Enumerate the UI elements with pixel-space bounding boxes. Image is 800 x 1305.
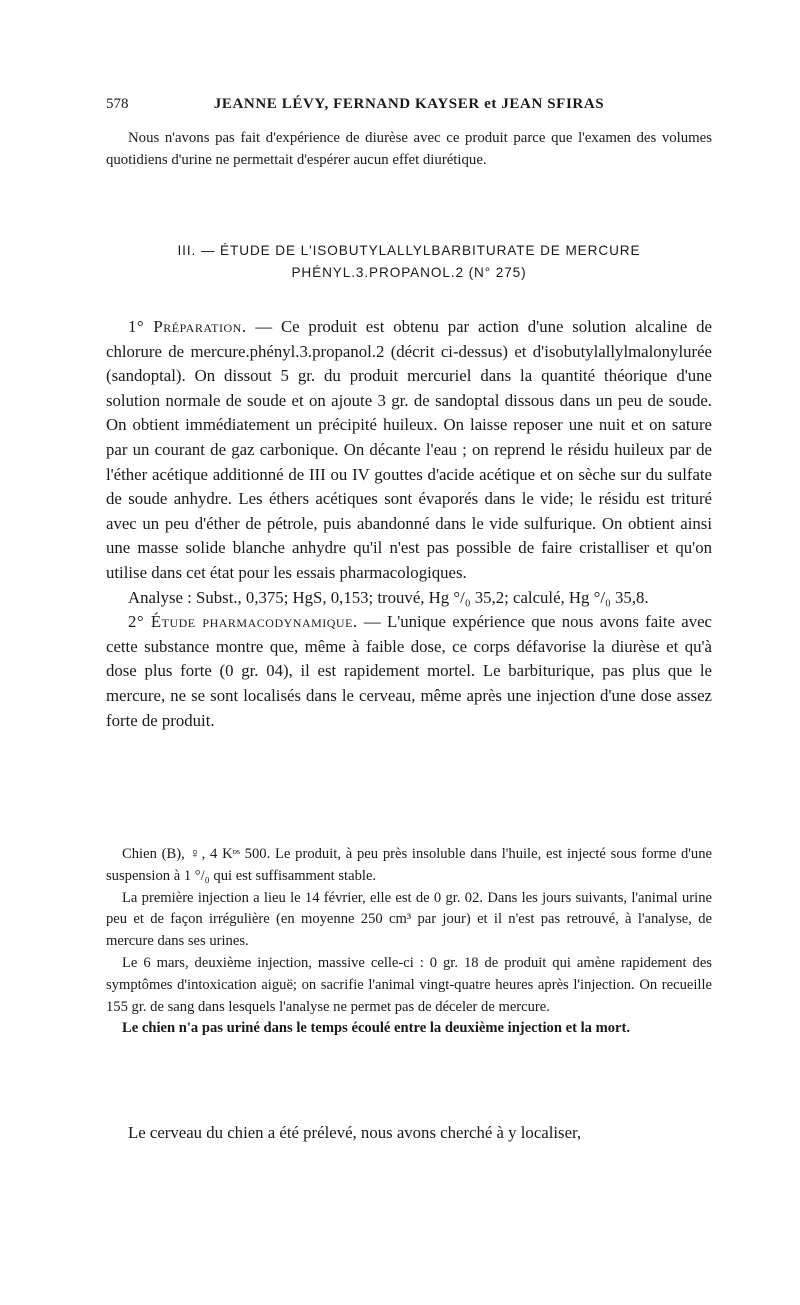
intro-paragraph-block xyxy=(106,127,712,171)
intro-paragraph: Nous n'avons pas fait d'expérience de diurèse avec ce produit parce que l'examen des volumes quotidiens d'urine ne permettait d'espérer aucun effet diurétique. xyxy=(106,130,712,168)
note-paragraph: Chien (B), ♀, 4 Kᵒˢ 500. Le produit, à peu près insoluble dans l'huile, est injecté sous forme d'une suspension à 1 °/₀ qui est suffisamment stable. xyxy=(106,846,712,884)
page-header xyxy=(106,96,712,118)
main-text xyxy=(106,315,712,733)
pharmacodynamique-text: — L'unique expérience que nous avons faite avec cette substance montre que, même à faible dose, ce corps défavorise la diurèse et qu'à dose plus forte (0 gr. 04), il est rapidement mortel. Le barbiturique, pas plus que le mercure, ne se sont localisés dans le cerveau, même après une injection d'une dose assez forte de produit. xyxy=(106,612,712,730)
note-paragraph: Le chien n'a pas uriné dans le temps écoulé entre la deuxième injection et la mort. xyxy=(122,1020,631,1037)
section-title-line-1: III. — ÉTUDE DE L'ISOBUTYLALLYLBARBITURATE DE MERCURE xyxy=(177,243,641,258)
experiment-notes xyxy=(106,844,712,1040)
running-head: JEANNE LÉVY, FERNAND KAYSER et JEAN SFIRAS xyxy=(213,96,605,112)
note-paragraph: Le 6 mars, deuxième injection, massive celle-ci : 0 gr. 18 de produit qui amène rapidement des symptômes d'intoxication aiguë; on sacrifie l'animal vingt-quatre heures après l'injection. On recueille 155 gr. de sang dans lesquels l'analyse ne permet pas de déceler de mercure. xyxy=(106,954,712,1015)
section-title xyxy=(106,240,712,284)
preparation-label: 1° Préparation. xyxy=(128,317,247,336)
pharmacodynamique-label: 2° Étude pharmacodynamique. xyxy=(128,612,358,632)
preparation-text: — Ce produit est obtenu par action d'une solution alcaline de chlorure de mercure.phényl.3.propanol.2 (décrit ci-dessus) et d'isobutylallylmalonylurée (sandoptal). On dissout 5 gr. du produit mercuriel dans la quantité théorique d'une solution normale de soude et on ajoute 3 gr. de sandoptal dissous dans un peu de soude. On obtient immédiatement un précipité huileux. On laisse reposer une nuit et on sature par un courant de gaz carbonique. On décante l'eau ; on reprend le résidu huileux par de l'éther acétique additionné de III ou IV gouttes d'acide acétique et on sèche sur du sulfate de soude anhydre. Les éthers acétiques sont évaporés dans le vide; le résidu est trituré avec un peu d'éther de pétrole, puis abandonné dans le vide sulfurique. On obtient ainsi une masse solide blanche anhydre qu'il n'est pas possible de faire cristalliser et qu'on utilise dans cet état pour les essais pharmacologiques. xyxy=(106,317,712,582)
preparation-paragraph xyxy=(106,315,712,586)
pharmacodynamique-paragraph xyxy=(106,610,712,733)
page-number: 578 xyxy=(106,96,129,112)
final-paragraph-start: Le cerveau du chien a été prélevé, nous avons cherché à y localiser, xyxy=(128,1123,582,1142)
note-paragraph: La première injection a lieu le 14 février, elle est de 0 gr. 02. Dans les jours suivants, l'animal urine peu et de façon irrégulière (en moyenne 250 cm³ par jour) et il n'est pas retrouvé, à l'analyse, de mercure dans ses urines. xyxy=(106,889,712,950)
section-title-line-2: PHÉNYL.3.PROPANOL.2 (N° 275) xyxy=(291,265,527,280)
analyse-paragraph: Analyse : Subst., 0,375; HgS, 0,153; trouvé, Hg °/₀ 35,2; calculé, Hg °/₀ 35,8. xyxy=(128,587,649,607)
